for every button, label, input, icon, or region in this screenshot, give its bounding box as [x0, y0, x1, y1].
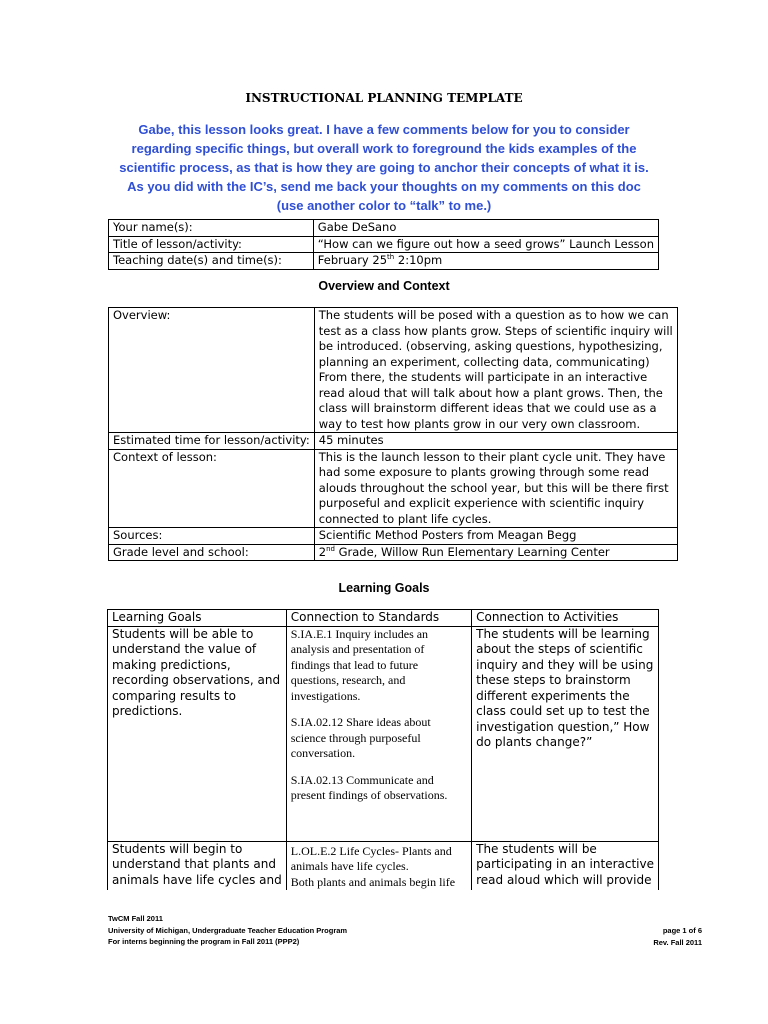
date-suffix: th: [387, 253, 395, 262]
comment-line: scientific process, as that is how they are going to anchor their concepts of what it is.: [119, 160, 649, 175]
text-line: about the steps of scientific: [476, 642, 643, 656]
text-line: alouds throughout the school year, but this will be there first: [318, 480, 669, 495]
column-header-learning-goals: Learning Goals: [108, 610, 287, 627]
text-line: This is the launch lesson to their plant cycle unit. They have: [318, 449, 666, 464]
context-label: Context of lesson:: [109, 449, 315, 528]
standards-cell: [286, 626, 471, 841]
table-row: [109, 236, 659, 253]
text-line: class could set up to test the: [476, 704, 650, 718]
table-row: [109, 544, 678, 561]
text-line: had some exposure to plants growing through some read: [318, 465, 650, 479]
standard-paragraph: [291, 715, 467, 762]
estimated-time-value: 45 minutes: [314, 433, 677, 450]
grade-school: Grade, Willow Run Elementary Learning Center: [334, 544, 610, 559]
text-line: animals have life cycles.: [290, 859, 409, 873]
lesson-title-label: Title of lesson/activity:: [109, 236, 314, 253]
lesson-info-table: [108, 219, 659, 270]
activities-cell: [472, 626, 659, 841]
text-line: making predictions,: [112, 657, 231, 672]
sources-value: Scientific Method Posters from Meagan Begg: [314, 528, 677, 545]
text-line: class will brainstorm different ideas that we could use as a: [318, 401, 657, 415]
text-line: animals have life cycles and: [112, 872, 282, 887]
text-line: findings that lead to future: [290, 657, 419, 672]
text-line: planning an experiment, collecting data, communicating): [318, 354, 650, 369]
text-line: read aloud that will talk about how a plant grows. Then, the: [318, 385, 663, 400]
date-month: February 25: [317, 253, 388, 267]
text-line: predictions.: [112, 704, 183, 718]
comment-line: (use another color to “talk” to me.): [276, 198, 492, 213]
footer-right: [653, 925, 702, 948]
text-line: From there, the students will participate in an interactive: [318, 370, 648, 384]
overview-value: [314, 308, 677, 433]
footer-left: [108, 913, 347, 948]
grade-number: 2: [318, 544, 327, 559]
footer-line: University of Michigan, Undergraduate Teacher Education Program: [108, 925, 348, 935]
table-row: [109, 433, 678, 450]
context-value: [314, 449, 677, 528]
teaching-date-value: [313, 253, 658, 270]
text-line: recording observations, and: [112, 673, 281, 687]
standards-cell: [286, 841, 471, 890]
text-line: present findings of observations.: [290, 788, 448, 802]
text-line: participating in an interactive: [476, 857, 654, 871]
footer-line: TwCM Fall 2011: [108, 914, 163, 923]
text-line: The students will be posed with a question as to how we can: [318, 308, 669, 322]
text-line: purposeful and explicit experience with scientific inquiry: [318, 496, 645, 510]
overview-heading: Overview and Context: [318, 279, 450, 293]
learning-goals-table: [107, 609, 659, 890]
text-line: these steps to brainstorm: [476, 673, 631, 687]
text-line: S.IA.02.12 Share ideas about: [290, 715, 431, 729]
grade-label: Grade level and school:: [109, 544, 315, 561]
grade-suffix: nd: [326, 544, 335, 553]
goal-cell: [108, 626, 287, 841]
name-value: Gabe DeSano: [313, 220, 658, 237]
text-line: L.OL.E.2 Life Cycles- Plants and: [290, 843, 452, 858]
text-line: test as a class how plants grow. Steps of scientific inquiry will: [318, 323, 673, 338]
learning-goals-heading: Learning Goals: [338, 581, 430, 595]
standard-paragraph: [291, 773, 467, 804]
table-row: [109, 528, 678, 545]
name-label: Your name(s):: [109, 220, 314, 237]
document-title: INSTRUCTIONAL PLANNING TEMPLATE: [245, 91, 523, 105]
text-line: inquiry and they will be using: [476, 657, 654, 672]
teaching-date-label: Teaching date(s) and time(s):: [109, 253, 314, 270]
text-line: S.IA.02.13 Communicate and: [290, 772, 434, 787]
table-row: [109, 220, 659, 237]
footer-line: For interns beginning the program in Fall 2011 (PPP2): [108, 937, 300, 946]
table-row: [108, 626, 659, 841]
text-line: understand the value of: [112, 642, 257, 656]
text-line: Both plants and animals begin life: [290, 874, 456, 889]
table-row: [109, 308, 678, 433]
comment-line: As you did with the IC’s, send me back your thoughts on my comments on this doc: [127, 179, 641, 194]
activities-cell: [472, 841, 659, 890]
column-header-activities: Connection to Activities: [472, 610, 659, 627]
text-line: connected to plant life cycles.: [318, 511, 492, 526]
overview-table: [108, 307, 678, 561]
revision-label: Rev. Fall 2011: [653, 937, 702, 947]
text-line: analysis and presentation of: [290, 642, 425, 656]
comment-line: regarding specific things, but overall work to foreground the kids examples of the: [131, 141, 637, 156]
text-line: investigations.: [290, 688, 361, 703]
text-line: science through purposeful: [290, 730, 421, 745]
standard-paragraph: [291, 627, 467, 705]
sources-label: Sources:: [109, 528, 315, 545]
text-line: do plants change?”: [476, 735, 593, 749]
comment-line: Gabe, this lesson looks great. I have a few comments below for you to consider: [138, 122, 630, 137]
goal-cell: [108, 841, 287, 890]
text-line: read aloud which will provide: [476, 872, 652, 887]
table-row: [109, 449, 678, 528]
estimated-time-label: Estimated time for lesson/activity:: [109, 433, 315, 450]
page-number: page 1 of 6: [662, 926, 702, 935]
text-line: S.IA.E.1 Inquiry includes an: [290, 626, 429, 641]
table-header-row: [108, 610, 659, 627]
text-line: The students will be: [476, 841, 597, 856]
table-row: [109, 253, 659, 270]
grade-value: [314, 544, 677, 561]
text-line: Students will begin to: [112, 841, 243, 856]
text-line: different experiments the: [476, 688, 630, 703]
date-time: 2:10pm: [394, 253, 443, 267]
lesson-title-value: “How can we figure out how a seed grows” Launch Lesson: [313, 236, 658, 253]
table-row: [108, 841, 659, 890]
text-line: investigation question,” How: [476, 719, 650, 734]
text-line: be introduced. (observing, asking questions, hypothesizing,: [318, 339, 663, 353]
text-line: Students will be able to: [112, 626, 254, 641]
text-line: way to test how plants grow in our very own classroom.: [318, 416, 641, 431]
column-header-standards: Connection to Standards: [286, 610, 471, 627]
text-line: understand that plants and: [112, 857, 276, 871]
text-line: questions, research, and: [290, 673, 406, 687]
text-line: The students will be learning: [476, 626, 650, 641]
reviewer-comment: [90, 120, 678, 215]
overview-label: Overview:: [109, 308, 315, 433]
text-line: conversation.: [290, 746, 356, 760]
text-line: comparing results to: [112, 688, 236, 703]
